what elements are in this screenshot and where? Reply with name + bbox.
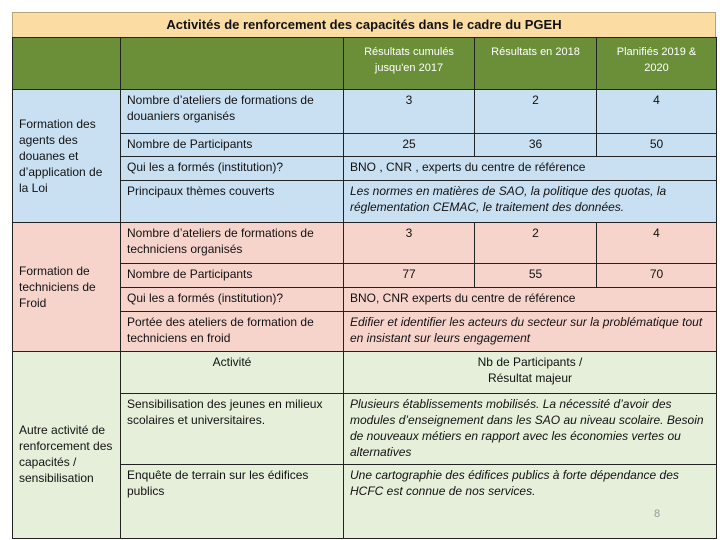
table-row bbox=[13, 90, 717, 134]
value-2019-2020: 50 bbox=[597, 134, 717, 157]
row-label: Qui les a formés (institution)? bbox=[121, 288, 344, 312]
header-cell-empty bbox=[121, 38, 344, 90]
section-label: Autre activité de renforcement des capacités / sensibilisation bbox=[13, 352, 121, 539]
activity-cell: Enquête de terrain sur les édifices publics bbox=[121, 465, 344, 539]
trainer-value: BNO , CNR , experts du centre de référence bbox=[344, 157, 717, 181]
value-2019-2020: 70 bbox=[597, 264, 717, 288]
activity-cell: Sensibilisation des jeunes en milieux scolaires et universitaires. bbox=[121, 394, 344, 465]
result-cell: Une cartographie des édifices publics à forte dépendance des HCFC est connue de nos services. bbox=[344, 465, 717, 539]
result-cell: Plusieurs établissements mobilisés. La nécessité d’avoir des modules d’enseignement dans les SAO au niveau scolaire. Besoin de nouveaux métiers en rapport avec les économies vertes ou alternatives bbox=[344, 394, 717, 465]
row-label: Principaux thèmes couverts bbox=[121, 181, 344, 223]
section-label: Formation de techniciens de Froid bbox=[13, 223, 121, 352]
section-label: Formation des agents des douanes et d’application de la Loi bbox=[13, 90, 121, 223]
table-row bbox=[13, 223, 717, 264]
header-cell-empty bbox=[13, 38, 121, 90]
value-2018: 36 bbox=[475, 134, 597, 157]
value-2019-2020: 4 bbox=[597, 223, 717, 264]
row-label: Portée des ateliers de formation de techniciens en froid bbox=[121, 312, 344, 352]
value-2017: 77 bbox=[344, 264, 475, 288]
header-results-2018: Résultats en 2018 bbox=[475, 38, 597, 90]
table-title: Activités de renforcement des capacités dans le cadre du PGEH bbox=[12, 12, 716, 38]
row-label: Qui les a formés (institution)? bbox=[121, 157, 344, 181]
value-2019-2020: 4 bbox=[597, 90, 717, 134]
value-2018: 2 bbox=[475, 223, 597, 264]
trainer-value: BNO, CNR experts du centre de référence bbox=[344, 288, 717, 312]
header-row bbox=[13, 38, 717, 90]
capacity-building-table bbox=[12, 37, 717, 539]
column-result-header: Nb de Participants / Résultat majeur bbox=[344, 352, 717, 394]
header-results-2017: Résultats cumulés jusqu'en 2017 bbox=[344, 38, 475, 90]
table-row bbox=[13, 352, 717, 394]
value-2018: 55 bbox=[475, 264, 597, 288]
row-label: Nombre de Participants bbox=[121, 134, 344, 157]
value-2018: 2 bbox=[475, 90, 597, 134]
value-2017: 3 bbox=[344, 90, 475, 134]
row-label: Nombre d’ateliers de formations de techniciens organisés bbox=[121, 223, 344, 264]
themes-value: Les normes en matières de SAO, la politique des quotas, la réglementation CEMAC, le traitement des données. bbox=[344, 181, 717, 223]
row-label: Nombre de Participants bbox=[121, 264, 344, 288]
scope-value: Edifier et identifier les acteurs du secteur sur la problématique tout en insistant sur leurs engagement bbox=[344, 312, 717, 352]
page-number: 8 bbox=[654, 508, 661, 520]
column-activity-header: Activité bbox=[121, 352, 344, 394]
header-planned-2019-2020: Planifiés 2019 & 2020 bbox=[597, 38, 717, 90]
value-2017: 3 bbox=[344, 223, 475, 264]
row-label: Nombre d’ateliers de formations de douaniers organisés bbox=[121, 90, 344, 134]
value-2017: 25 bbox=[344, 134, 475, 157]
